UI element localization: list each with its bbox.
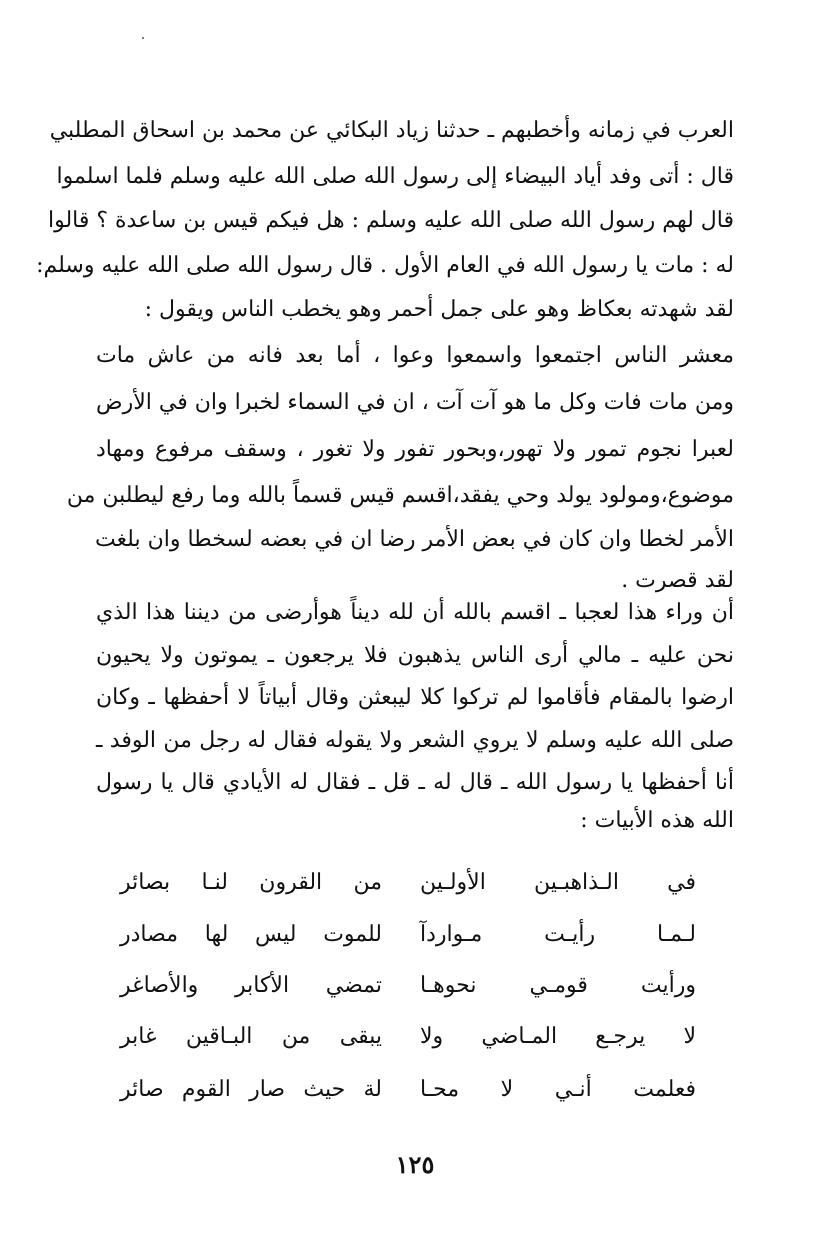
- text-line: الأمر لخطا وان كان في بعض الأمر رضا ان في بعضه لسخطا وان بلغت: [94, 527, 734, 552]
- text-line: موضوع،ومولود يولد وحي يفقد،اقسم قيس قسماً بالله وما رفع ليطلبن من: [66, 483, 734, 508]
- verse-second-hemistich: لة حيث صار القوم صائر: [120, 1077, 382, 1102]
- text-line: قال : أتى وفد أياد البيضاء إلى رسول الله صلى الله عليه وسلم فلما اسلموا: [56, 164, 734, 189]
- text-line: ارضوا بالمقام فأقاموا لم تركوا كلا ليبعثن وقال أبياتاً لا أحفظها ـ وكان: [96, 685, 734, 710]
- page-number: ١٢٥: [395, 1150, 435, 1179]
- verse-first-hemistich: لا يرجـع المـاضي ولا: [420, 1024, 696, 1049]
- verse-first-hemistich: ورأيت قومـي نحوهـا: [420, 973, 696, 998]
- text-line: لعبرا نجوم تمور ولا تهور،وبحور تفور ولا تغور ، وسقف مرفوع ومهاد: [96, 437, 734, 462]
- verse-second-hemistich: تمضي الأكابر والأصاغر: [120, 973, 382, 998]
- text-line: أن وراء هذا لعجبا ـ اقسم بالله أن لله ديناً هوأرضى من ديننا هذا الذي: [96, 600, 734, 625]
- text-line: له : مات يا رسول الله في العام الأول . قال رسول الله صلى الله عليه وسلم:: [36, 253, 734, 278]
- text-line: ومن مات فات وكل ما هو آت آت ، ان في السماء لخبرا وان في الأرض: [96, 390, 734, 415]
- text-line: لقد شهدته بعكاظ وهو على جمل أحمر وهو يخطب الناس ويقول :: [144, 297, 734, 322]
- verse-second-hemistich: يبقى من البـاقين غابر: [120, 1024, 382, 1049]
- text-line: قال لهم رسول الله صلى الله عليه وسلم : هل فيكم قيس بن ساعدة ؟ قالوا: [47, 208, 734, 233]
- scan-speck: [142, 37, 144, 39]
- text-line: معشر الناس اجتمعوا واسمعوا وعوا ، أما بعد فانه من عاش مات: [96, 343, 734, 368]
- text-line: لقد قصرت .: [621, 568, 734, 593]
- verse-second-hemistich: للموت ليس لها مصادر: [120, 922, 382, 947]
- verse-first-hemistich: في الـذاهبـين الأولـين: [420, 870, 696, 895]
- text-line: الله هذه الأبيات :: [580, 808, 734, 833]
- text-line: أنا أحفظها يا رسول الله ـ قال له ـ قل ـ فقال له الأيادي قال يا رسول: [96, 770, 734, 795]
- text-line: نحن عليه ـ مالي أرى الناس يذهبون فلا يرجعون ـ يموتون ولا يحيون: [96, 643, 734, 668]
- verse-first-hemistich: فعلمت أنـي لا محـا: [420, 1077, 696, 1102]
- verse-second-hemistich: من القرون لنـا بصائر: [120, 870, 382, 895]
- text-line: العرب في زمانه وأخطبهم ـ حدثنا زياد البكائي عن محمد بن اسحاق المطلبي: [49, 118, 734, 143]
- verse-first-hemistich: لـمـا رأيـت مـواردآ: [420, 922, 696, 947]
- text-line: صلى الله عليه وسلم لا يروي الشعر ولا يقوله فقال له رجل من الوفد ـ: [96, 728, 734, 753]
